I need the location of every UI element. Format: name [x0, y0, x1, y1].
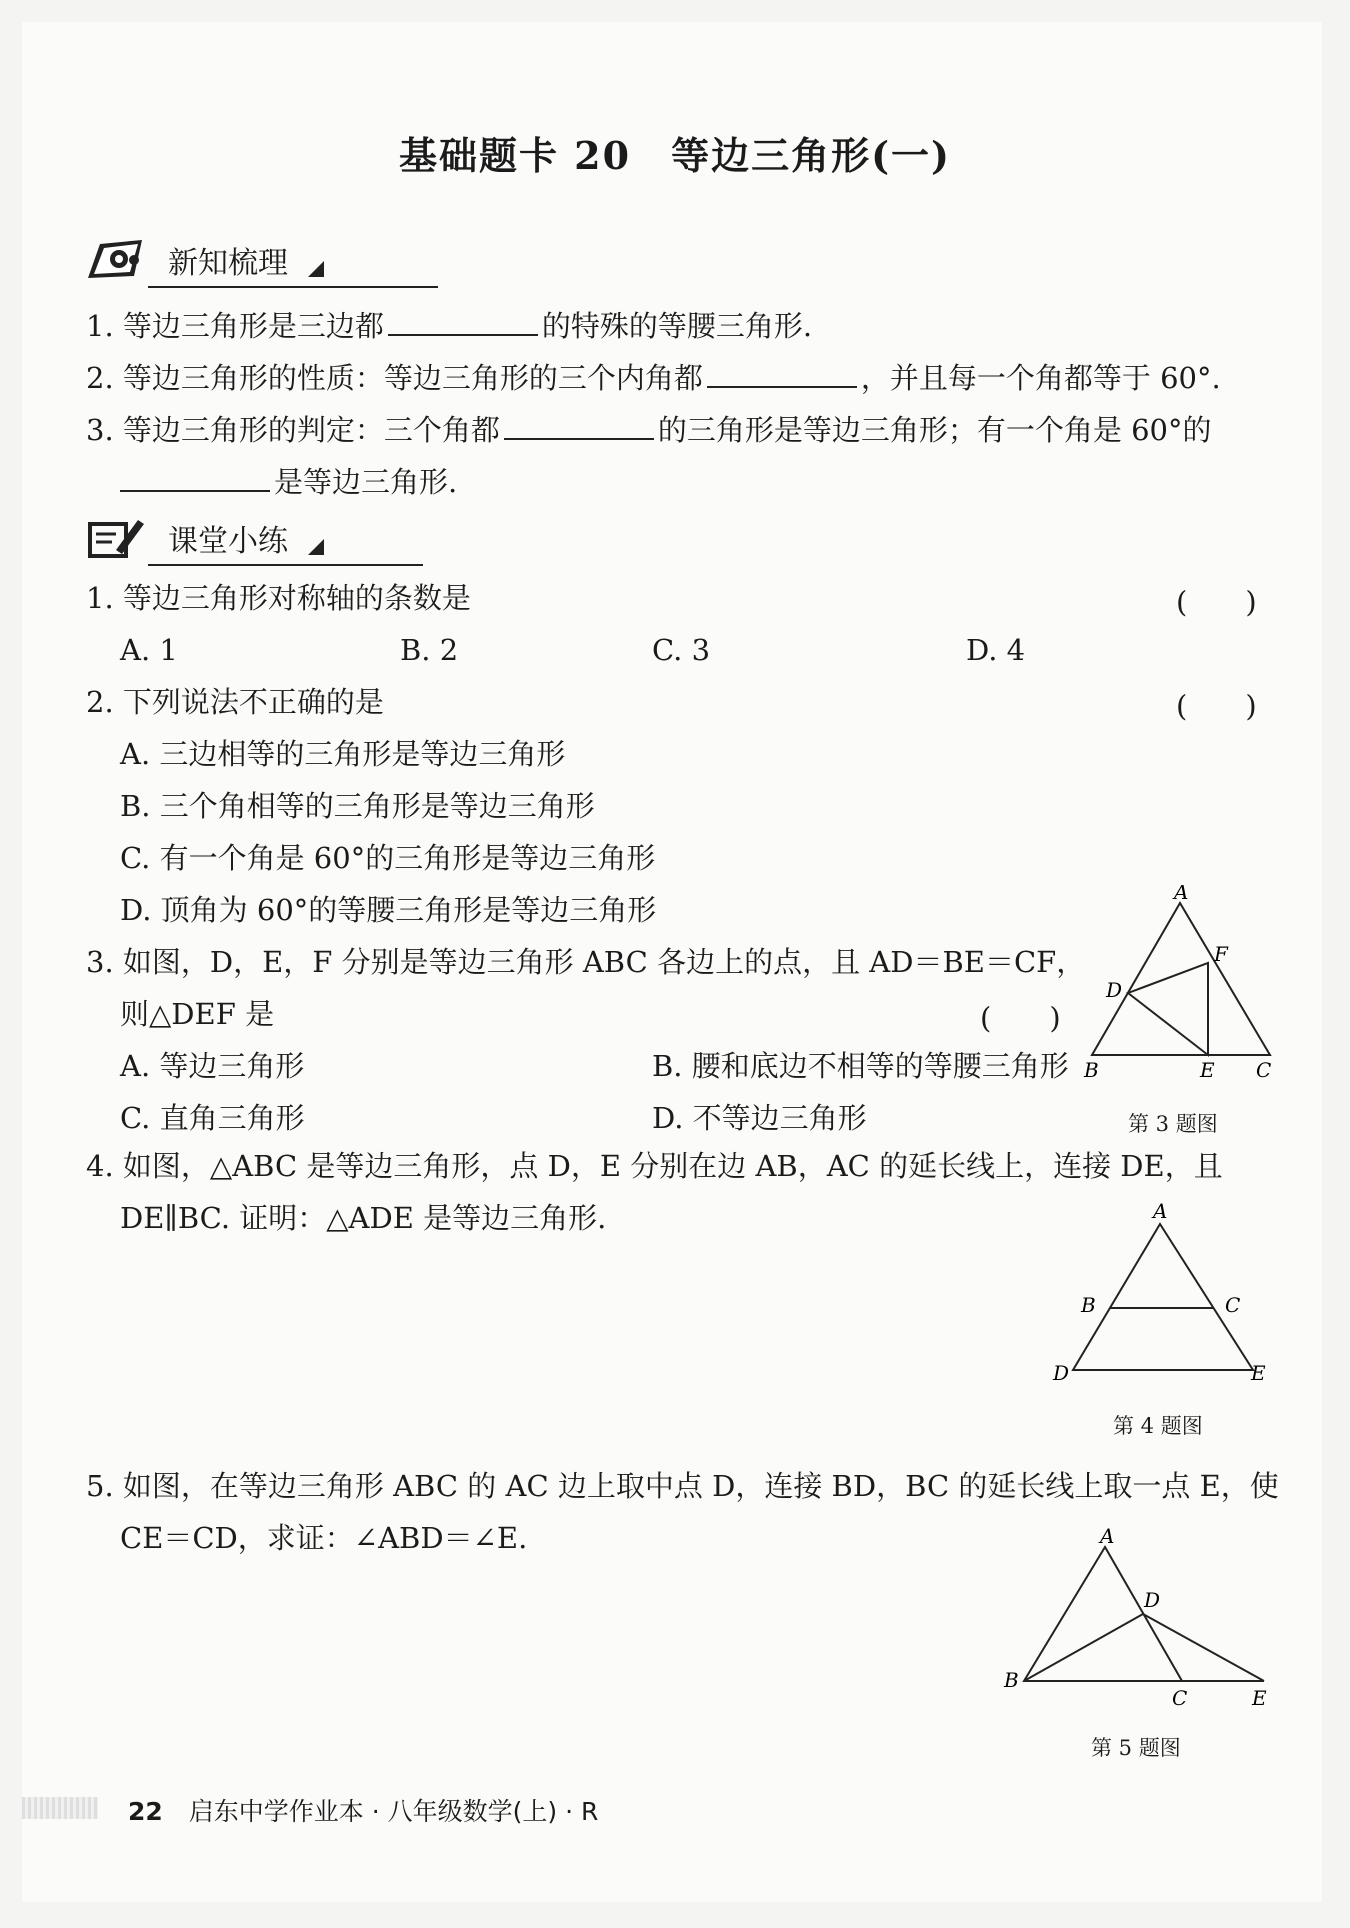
fill-blank[interactable] [504, 412, 654, 440]
notebook-pen-icon [86, 516, 148, 560]
scan-stamp-mark [22, 1797, 98, 1819]
q3-option-b[interactable]: B. 腰和底边不相等的等腰三角形 [652, 1049, 1069, 1083]
q1-option-c[interactable]: C. 3 [652, 633, 711, 667]
svg-text:F: F [1214, 942, 1228, 966]
svg-text:D: D [1144, 1588, 1161, 1612]
book-title: 启东中学作业本 · 八年级数学(上) · R [188, 1797, 599, 1826]
knowledge-item-1: 1. 等边三角形是三边都 的特殊的等腰三角形. [86, 309, 813, 343]
section-heading: 课堂小练 [168, 524, 288, 559]
question-4-stem: 4. 如图，△ABC 是等边三角形，点 D，E 分别在边 AB，AC 的延长线上，连接 DE，且 [86, 1149, 1223, 1183]
q2-option-c[interactable]: C. 有一个角是 60°的三角形是等边三角形 [120, 841, 656, 875]
svg-text:B: B [1081, 1293, 1096, 1317]
question-3-stem: 3. 如图，D，E，F 分别是等边三角形 ABC 各边上的点，且 AD＝BE＝CF， [86, 945, 1086, 979]
svg-text:E: E [1251, 1361, 1266, 1385]
fill-blank[interactable] [707, 360, 857, 388]
section-header-class-practice [86, 516, 324, 560]
section-header-new-knowledge [86, 238, 324, 282]
q1-option-a[interactable]: A. 1 [120, 633, 178, 667]
knowledge-item-2: 2. 等边三角形的性质：等边三角形的三个内角都 ，并且每一个角都等于 60°. [86, 361, 1221, 395]
figure-caption: 第 3 题图 [1128, 1112, 1218, 1136]
q1-option-b[interactable]: B. 2 [400, 633, 459, 667]
figure-q5-triangle [1000, 1525, 1280, 1715]
q3-option-a[interactable]: A. 等边三角形 [120, 1049, 305, 1083]
question-2-stem: 2. 下列说法不正确的是 [86, 685, 384, 719]
section-underline [148, 564, 423, 566]
figure-caption: 第 5 题图 [1091, 1736, 1181, 1760]
question-1-stem: 1. 等边三角形对称轴的条数是 [86, 581, 471, 615]
page-number: 22 [128, 1797, 163, 1826]
figure-q4-triangle [1045, 1200, 1275, 1390]
fill-blank[interactable] [120, 464, 270, 492]
svg-text:A: A [1100, 1525, 1115, 1548]
figure-q3-triangle [1080, 885, 1280, 1085]
svg-text:E: E [1252, 1686, 1267, 1710]
svg-text:A: A [1153, 1200, 1168, 1223]
answer-bracket[interactable]: ( ) [980, 1001, 1061, 1035]
svg-text:C: C [1256, 1058, 1272, 1082]
q2-option-a[interactable]: A. 三边相等的三角形是等边三角形 [120, 737, 566, 771]
triangle-marker-icon [308, 261, 324, 277]
svg-text:B: B [1084, 1058, 1099, 1082]
page-title: 基础题卡 20 等边三角形(一) [398, 133, 952, 178]
svg-text:C: C [1172, 1686, 1188, 1710]
figure-caption: 第 4 题图 [1113, 1414, 1203, 1438]
q1-option-d[interactable]: D. 4 [966, 633, 1026, 667]
answer-bracket[interactable]: ( ) [1176, 585, 1257, 619]
svg-text:A: A [1174, 885, 1189, 904]
knowledge-item-3: 3. 等边三角形的判定：三个角都 的三角形是等边三角形；有一个角是 60°的 [86, 413, 1212, 447]
page-footer [128, 1792, 598, 1828]
question-4-stem-cont: DE∥BC. 证明：△ADE 是等边三角形. [120, 1201, 607, 1235]
q3-option-d[interactable]: D. 不等边三角形 [652, 1101, 867, 1135]
answer-bracket[interactable]: ( ) [1176, 689, 1257, 723]
question-3-stem-cont: 则△DEF 是 [120, 997, 275, 1031]
q2-option-b[interactable]: B. 三个角相等的三角形是等边三角形 [120, 789, 595, 823]
question-5-stem: 5. 如图，在等边三角形 ABC 的 AC 边上取中点 D，连接 BD，BC 的延长线上取一点 E，使 [86, 1469, 1279, 1503]
q3-option-c[interactable]: C. 直角三角形 [120, 1101, 305, 1135]
svg-text:D: D [1106, 978, 1123, 1002]
svg-text:E: E [1200, 1058, 1215, 1082]
svg-text:C: C [1225, 1293, 1241, 1317]
question-5-stem-cont: CE＝CD，求证：∠ABD＝∠E. [120, 1521, 528, 1555]
section-heading: 新知梳理 [168, 246, 288, 281]
book-lamp-icon [86, 238, 148, 282]
svg-text:D: D [1053, 1361, 1070, 1385]
triangle-marker-icon [308, 539, 324, 555]
section-underline [148, 286, 438, 288]
fill-blank[interactable] [388, 308, 538, 336]
knowledge-item-3-cont: 是等边三角形. [120, 462, 457, 502]
svg-text:B: B [1004, 1668, 1019, 1692]
q2-option-d[interactable]: D. 顶角为 60°的等腰三角形是等边三角形 [120, 893, 657, 927]
